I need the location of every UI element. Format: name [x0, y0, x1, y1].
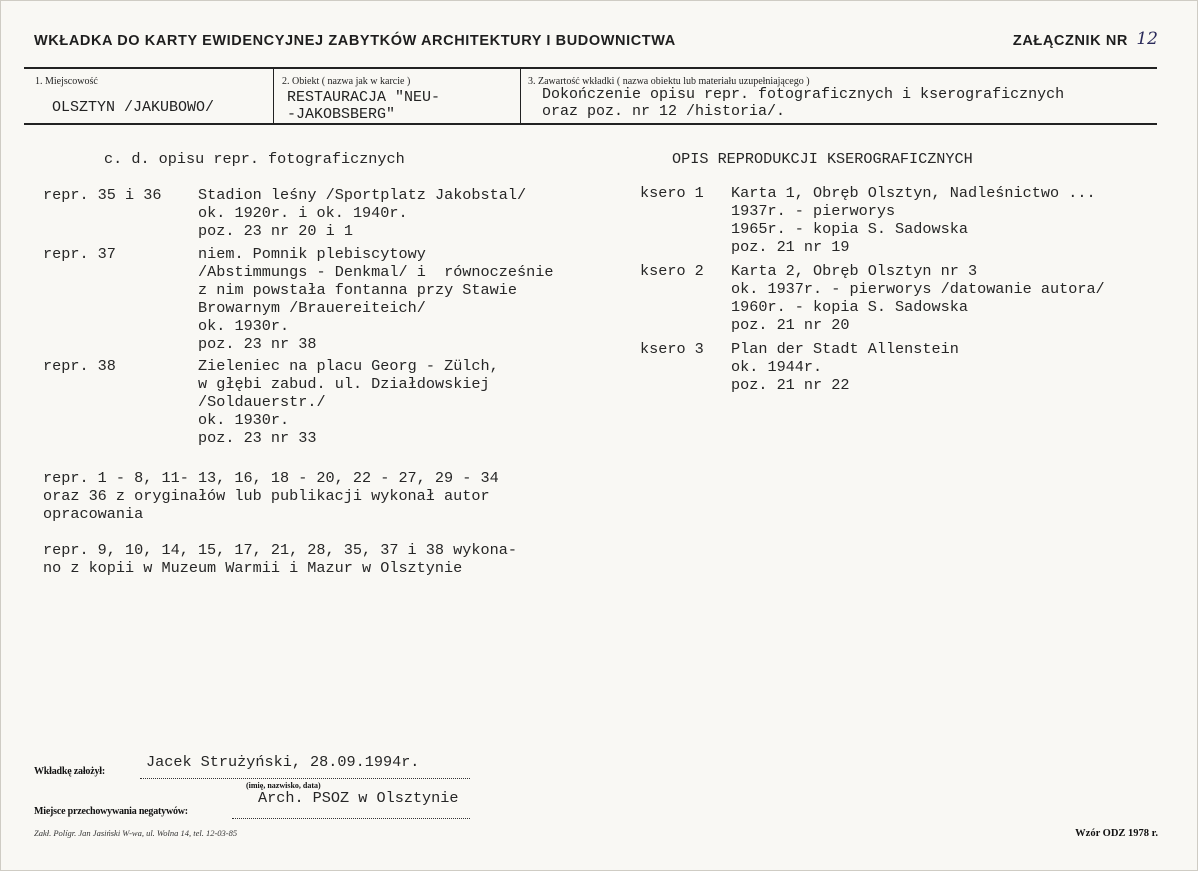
printer-imprint: Zakł. Polígr. Jan Jasiński W-wa, ul. Wolna 14, tel. 12-03-85	[34, 828, 238, 838]
entry-line: Karta 1, Obręb Olsztyn, Nadleśnictwo ...	[731, 184, 1096, 202]
form-model: Wzór ODZ 1978 r.	[1075, 828, 1158, 839]
annex-label: ZAŁĄCZNIK NR	[1012, 33, 1128, 49]
annex-number: 12	[1136, 29, 1158, 49]
entry-line: Plan der Stadt Allenstein	[731, 340, 959, 358]
entry-line: ok. 1944r.	[731, 358, 823, 376]
note-line: repr. 1 - 8, 11- 13, 16, 18 - 20, 22 - 27, 29 - 34	[43, 469, 499, 487]
top-rule	[24, 67, 1157, 69]
field-divider-2	[520, 68, 521, 124]
storage-line	[232, 818, 470, 819]
entry-line: Browarnym /Brauereiteich/	[198, 299, 426, 317]
entry-line: poz. 23 nr 38	[198, 335, 317, 353]
entry-line: z nim powstała fontanna przy Stawie	[198, 281, 517, 299]
prepared-by-value: Jacek Strużyński, 28.09.1994r.	[146, 753, 420, 771]
card-title: WKŁADKA DO KARTY EWIDENCYJNEJ ZABYTKÓW ARCHITEKTURY I BUDOWNICTWA	[34, 33, 676, 49]
entry-line: niem. Pomnik plebiscytowy	[198, 245, 426, 263]
note-line: no z kopii w Muzeum Warmii i Mazur w Olsztynie	[43, 559, 463, 577]
entry-ref: ksero 2	[640, 262, 704, 280]
storage-value: Arch. PSOZ w Olsztynie	[258, 789, 459, 807]
field-1-value: OLSZTYN /JAKUBOWO/	[52, 99, 215, 116]
entry-ref: ksero 1	[640, 184, 704, 202]
field-1-label: 1. Miejscowość	[35, 76, 98, 87]
field-3-label: 3. Zawartość wkładki ( nazwa obiektu lub materiału uzupełniającego )	[528, 76, 810, 87]
entry-line: Karta 2, Obręb Olsztyn nr 3	[731, 262, 978, 280]
entry-line: poz. 23 nr 33	[198, 429, 317, 447]
field-divider-1	[273, 68, 274, 124]
entry-line: ok. 1930r.	[198, 317, 290, 335]
note-line: repr. 9, 10, 14, 15, 17, 21, 28, 35, 37 i 38 wykona-	[43, 541, 517, 559]
entry-line: poz. 21 nr 20	[731, 316, 850, 334]
entry-line: poz. 23 nr 20 i 1	[198, 222, 353, 240]
entry-ref: repr. 35 i 36	[43, 186, 162, 204]
field-2-value-line1: RESTAURACJA "NEU-	[287, 89, 441, 106]
note-line: oraz 36 z oryginałów lub publikacji wykonał autor	[43, 487, 490, 505]
right-heading: OPIS REPRODUKCJI KSEROGRAFICZNYCH	[672, 150, 973, 168]
entry-line: w głębi zabud. ul. Działdowskiej	[198, 375, 490, 393]
entry-line: /Soldauerstr./	[198, 393, 326, 411]
entry-line: poz. 21 nr 22	[731, 376, 850, 394]
entry-line: 1937r. - pierworys	[731, 202, 896, 220]
left-heading: c. d. opisu repr. fotograficznych	[104, 150, 405, 168]
field-2-label: 2. Obiekt ( nazwa jak w karcie )	[282, 76, 411, 87]
storage-label: Miejsce przechowywania negatywów:	[34, 806, 188, 817]
entry-line: ok. 1937r. - pierworys /datowanie autora/	[731, 280, 1105, 298]
entry-line: poz. 21 nr 19	[731, 238, 850, 256]
entry-line: 1965r. - kopia S. Sadowska	[731, 220, 968, 238]
prepared-by-line	[140, 778, 470, 779]
entry-line: 1960r. - kopia S. Sadowska	[731, 298, 968, 316]
prepared-by-hint: (imię, nazwisko, data)	[246, 781, 321, 790]
entry-line: Stadion leśny /Sportplatz Jakobstal/	[198, 186, 527, 204]
prepared-by-label: Wkładkę założył:	[34, 766, 105, 777]
entry-ref: ksero 3	[640, 340, 704, 358]
field-2-value-line2: -JAKOBSBERG"	[287, 106, 396, 123]
entry-line: /Abstimmungs - Denkmal/ i równocześnie	[198, 263, 554, 281]
entry-line: Zieleniec na placu Georg - Zülch,	[198, 357, 499, 375]
entry-line: ok. 1920r. i ok. 1940r.	[198, 204, 408, 222]
entry-ref: repr. 38	[43, 357, 116, 375]
field-3-value-line1: Dokończenie opisu repr. fotograficznych i kserograficznych	[542, 86, 1065, 103]
note-line: opracowania	[43, 505, 144, 523]
entry-line: ok. 1930r.	[198, 411, 290, 429]
entry-ref: repr. 37	[43, 245, 116, 263]
fields-bottom-rule	[24, 123, 1157, 125]
field-3-value-line2: oraz poz. nr 12 /historia/.	[542, 103, 786, 120]
